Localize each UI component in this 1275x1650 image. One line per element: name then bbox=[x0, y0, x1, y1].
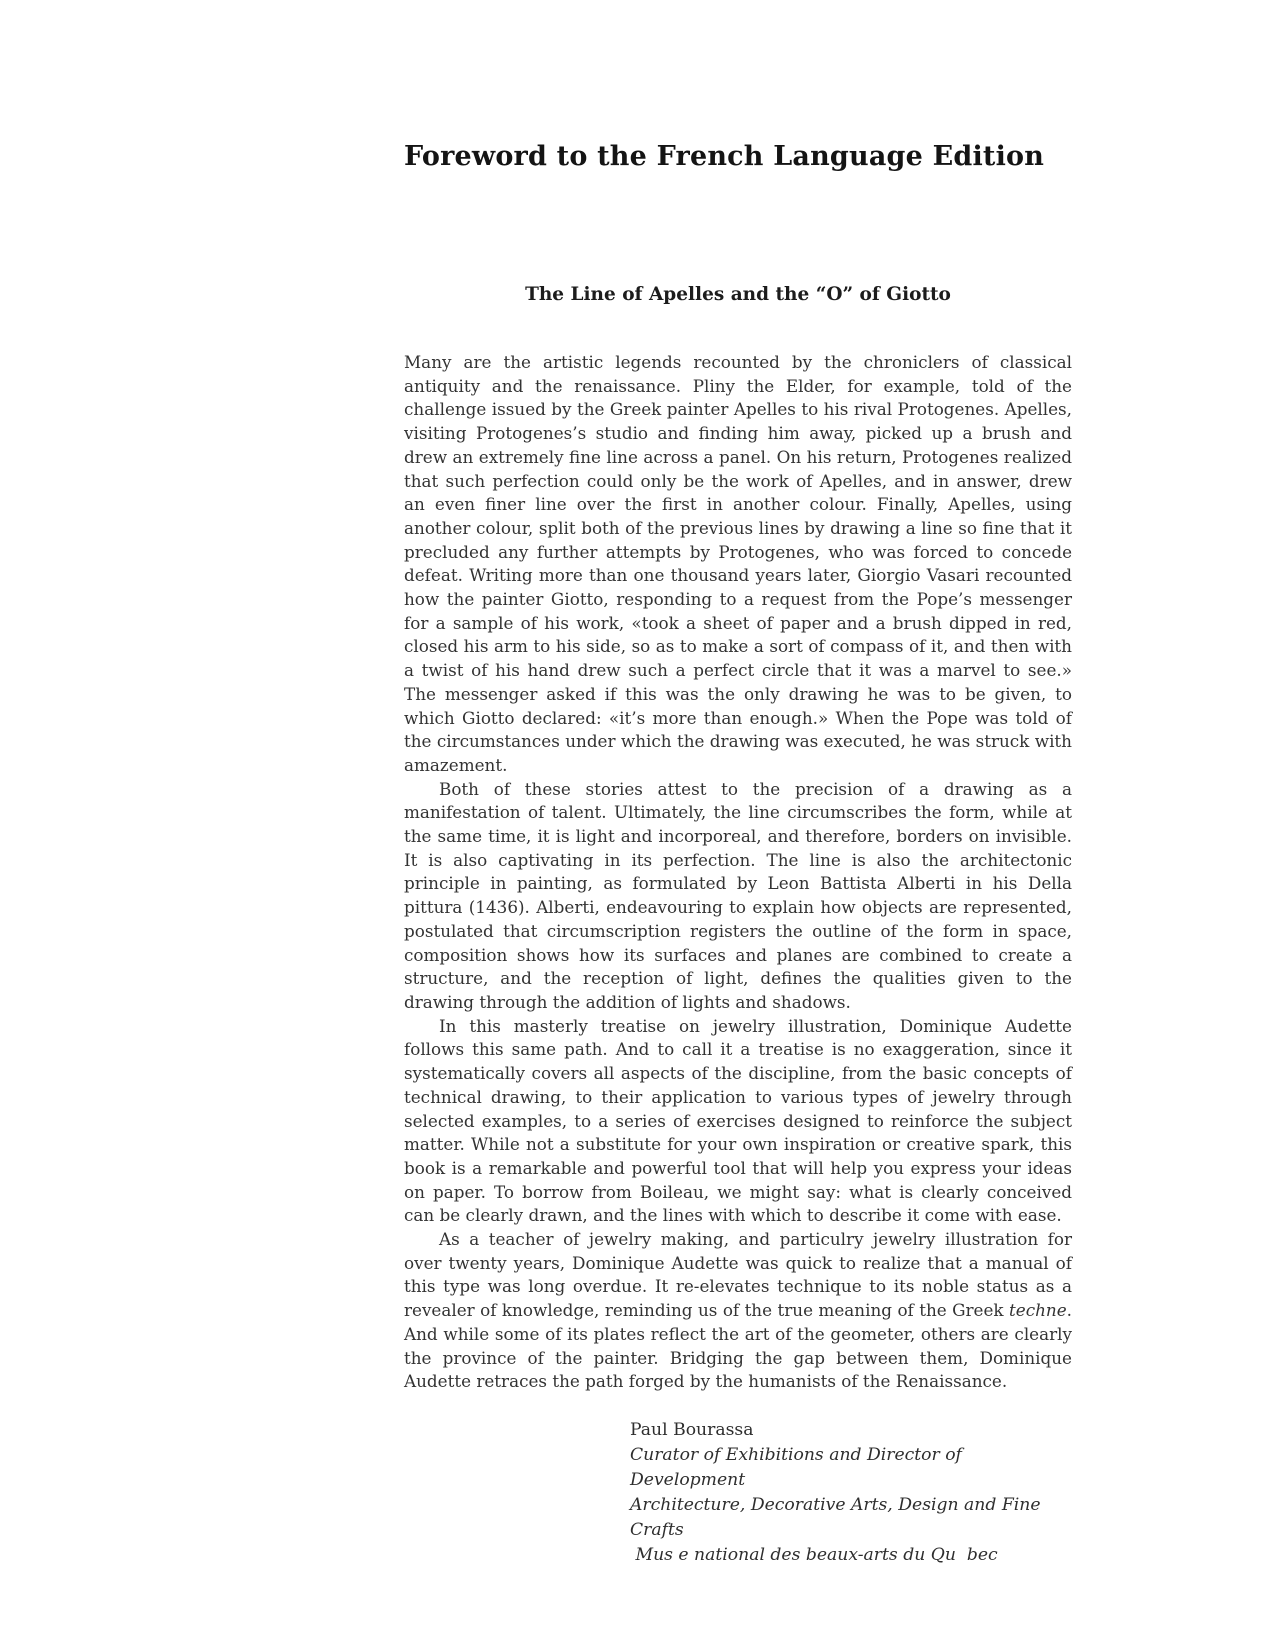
paragraph-4-italic-term: techne bbox=[1009, 1300, 1067, 1321]
body-paragraph-3: In this masterly treatise on jewelry illustration, Dominique Audette follows this same path. And to call it a treatise is no exaggeration, since it systematically covers all aspects of the discipline, from the basic concepts of technical drawing, to their application to various types of jewelry through selected examples, to a series of exercises designed to reinforce the subject matter. While not a substitute for your own inspiration or creative spark, this book is a remarkable and powerful tool that will help you express your ideas on paper. To borrow from Boileau, we might say: what is clearly conceived can be clearly drawn, and the lines with which to describe it come with ease. bbox=[404, 1015, 1072, 1226]
body-paragraph-4 bbox=[404, 1228, 1072, 1394]
paragraph-4-text-after: . And while some of its plates reflect the art of the geometer, others are clearly the province of the painter. Bridging the gap between them, Dominique Audette retraces the path forged by the humanists of the Renaissance. bbox=[404, 1300, 1072, 1392]
signature-institution: Mus e national des beaux-arts du Qu bec bbox=[630, 1544, 998, 1565]
section-subtitle: The Line of Apelles and the “O” of Giotto bbox=[525, 284, 951, 305]
text-column bbox=[404, 141, 1072, 1568]
chapter-title: Foreword to the French Language Edition bbox=[404, 141, 1045, 172]
signature-role: Curator of Exhibitions and Director of Development bbox=[630, 1444, 968, 1490]
signature-block bbox=[630, 1418, 1072, 1568]
body-paragraph-2: Both of these stories attest to the precision of a drawing as a manifestation of talent. Ultimately, the line circumscribes the form, while at the same time, it is light and incorporeal, and therefore, borders on invisible. It is also captivating in its perfection. The line is also the architectonic principle in painting, as formulated by Leon Battista Alberti in his Della pittura (1436). Alberti, endeavouring to explain how objects are represented, postulated that circumscription registers the outline of the form in space, composition shows how its surfaces and planes are combined to create a structure, and the reception of light, defines the qualities given to the drawing through the addition of lights and shadows. bbox=[404, 778, 1072, 1012]
signature-name: Paul Bourassa bbox=[630, 1419, 754, 1440]
paragraph-4-text-before: As a teacher of jewelry making, and particulry jewelry illustration for over twenty years, Dominique Audette was quick to realize that a manual of this type was long overdue. It re-elevates technique to its noble status as a revealer of knowledge, reminding us of the true meaning of the Greek bbox=[404, 1229, 1072, 1321]
signature-department: Architecture, Decorative Arts, Design and Fine Crafts bbox=[630, 1494, 1046, 1540]
body-paragraph-1: Many are the artistic legends recounted by the chroniclers of classical antiquity and the renaissance. Pliny the Elder, for example, told of the challenge issued by the Greek painter Apelles to his rival Protogenes. Apelles, visiting Protogenes’s studio and finding him away, picked up a brush and drew an extremely fine line across a panel. On his return, Protogenes realized that such perfection could only be the work of Apelles, and in answer, drew an even finer line over the first in another colour. Finally, Apelles, using another colour, split both of the previous lines by drawing a line so fine that it precluded any further attempts by Protogenes, who was forced to concede defeat. Writing more than one thousand years later, Giorgio Vasari recounted how the painter Giotto, responding to a request from the Pope’s messenger for a sample of his work, «took a sheet of paper and a brush dipped in red, closed his arm to his side, so as to make a sort of compass of it, and then with a twist of his hand drew such a perfect circle that it was a marvel to see.» The messenger asked if this was the only drawing he was to be given, to which Giotto declared: «it’s more than enough.» When the Pope was told of the circumstances under which the drawing was executed, he was struck with amazement. bbox=[404, 352, 1072, 775]
